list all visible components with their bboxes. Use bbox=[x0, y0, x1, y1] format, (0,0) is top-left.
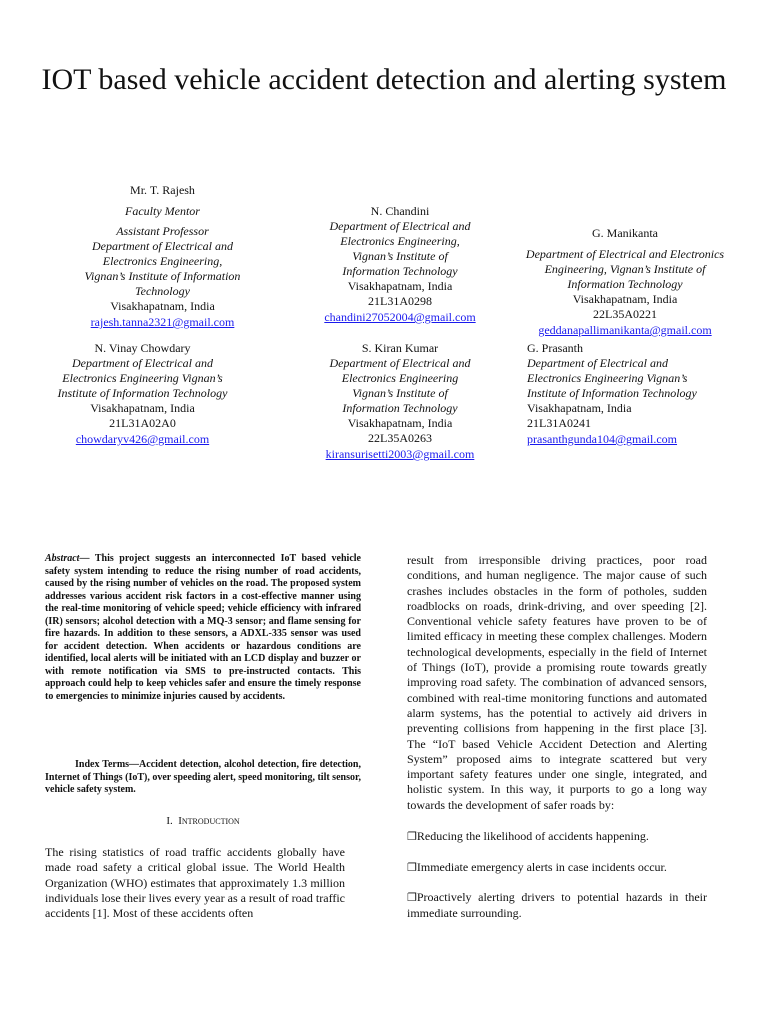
bullet-item bbox=[407, 860, 707, 876]
section-heading bbox=[45, 815, 361, 828]
author-block bbox=[45, 341, 240, 447]
paper-title: IOT based vehicle accident detection and alerting system bbox=[41, 63, 727, 96]
author-email[interactable]: geddanapallimanikanta@gmail.com bbox=[538, 323, 712, 337]
section-title: Introduction bbox=[178, 815, 240, 827]
bullet-item bbox=[407, 829, 707, 845]
author-email[interactable]: kiransurisetti2003@gmail.com bbox=[325, 447, 475, 461]
bullet-marker-icon: ❐ bbox=[407, 862, 417, 874]
author-block bbox=[60, 183, 265, 330]
author-location: Visakhapatnam, India bbox=[110, 299, 215, 313]
author-name: N. Chandini bbox=[370, 204, 430, 218]
abstract-label: Abstract bbox=[45, 553, 80, 564]
author-id: 21L31A0298 bbox=[368, 294, 432, 308]
author-department: Department of Electrical and Electronics Engineering Vignan’s Institute of Information Technology bbox=[57, 356, 228, 400]
author-name: Mr. T. Rajesh bbox=[130, 183, 195, 197]
abstract-dash: — bbox=[79, 553, 95, 564]
author-location: Visakhapatnam, India bbox=[527, 401, 632, 415]
author-name: N. Vinay Chowdary bbox=[94, 341, 191, 355]
author-department: Department of Electrical and Electronics Engineering, Vignan’s Institute of Information Technology bbox=[525, 247, 725, 291]
author-email[interactable]: rajesh.tanna2321@gmail.com bbox=[90, 315, 235, 329]
bullet-item bbox=[407, 890, 707, 922]
bullet-text: Immediate emergency alerts in case incidents occur. bbox=[416, 860, 667, 874]
author-name: S. Kiran Kumar bbox=[361, 341, 439, 355]
bullet-marker-icon: ❐ bbox=[407, 892, 417, 904]
author-block bbox=[300, 204, 500, 325]
introduction-paragraph: The rising statistics of road traffic accidents globally have made road safety a critical global issue. The World Health Organization (WHO) estimates that approximately 1.3 million individuals lose their lives every year as a result of road traffic accidents [1]. Most of these accidents often bbox=[45, 845, 346, 921]
author-id: 22L35A0221 bbox=[593, 307, 657, 321]
author-department: Department of Electrical and Electronics Engineering, Vignan’s Institute of Information Technology bbox=[329, 219, 471, 278]
author-position: Assistant Professor bbox=[116, 224, 209, 238]
author-location: Visakhapatnam, India bbox=[90, 401, 195, 415]
author-email[interactable]: chowdaryv426@gmail.com bbox=[75, 432, 210, 446]
bullet-marker-icon: ❐ bbox=[407, 831, 417, 843]
author-block bbox=[315, 341, 485, 462]
author-block bbox=[520, 226, 730, 338]
author-email[interactable]: prasanthgunda104@gmail.com bbox=[527, 432, 678, 446]
abstract-text: This project suggests an interconnected IoT based vehicle safety system intending to reduce the rising number of road accidents, caused by the rising number of vehicles on the road. The proposed system addresses various accident risk factors in a cost-effective manner using the real-time monitoring of vehicle speed; vehicle efficiency with infrared (IR) sensors; alcohol detection with a MQ-3 sensor; and flame sensing for fire hazards. In addition to these sensors, a ADXL-335 sensor was used for accident detection. When accidents or hazardous conditions are identified, local alerts will be initiated with an LCD display and buzzer or with remote notification via SMS to pre-instructed contacts. This approach could help to keep vehicles safer and ensure the timely response to emergencies to minimize injuries caused by accidents. bbox=[45, 553, 361, 702]
abstract bbox=[45, 553, 361, 703]
author-department: Department of Electrical and Electronics Engineering Vignan’s Institute of Information Technology bbox=[527, 356, 697, 400]
right-column-paragraph: result from irresponsible driving practices, poor road conditions, and human negligence. The major cause of such crashes includes obstacles in the form of potholes, sudden roadblocks on roads, drink-driving, and over speeding [2]. Conventional vehicle safety features have proven to be of limited efficacy in meeting these complex challenges. Modern technological developments, especially in the field of Internet of Things (IoT), provide a promising route towards greatly improving road safety. The combination of advanced sensors, combined with real-time monitoring functions and automated alarm systems, has the potential to actively aid drivers in preventing collisions from happening in the first place [3]. The “IoT based Vehicle Accident Detection and Alerting System” proposed aims to integrate scattered but very important safety features under one single, integrated, and holistic system. In this way, it purports to go a long way towards the development of safer roads by: bbox=[407, 553, 707, 812]
author-id: 21L31A0241 bbox=[527, 416, 591, 430]
author-name: G. Prasanth bbox=[527, 341, 583, 355]
author-role: Faculty Mentor bbox=[125, 204, 200, 218]
section-number: I. bbox=[166, 815, 173, 827]
bullet-text: Reducing the likelihood of accidents happening. bbox=[416, 829, 649, 843]
author-location: Visakhapatnam, India bbox=[347, 279, 453, 293]
author-id: 22L35A0263 bbox=[368, 431, 432, 445]
author-location: Visakhapatnam, India bbox=[347, 416, 453, 430]
author-email[interactable]: chandini27052004@gmail.com bbox=[324, 310, 476, 324]
index-terms: Index Terms—Accident detection, alcohol detection, fire detection, Internet of Things (IoT), over speeding alert, speed monitoring, tilt sensor, vehicle safety system. bbox=[45, 759, 361, 795]
author-block bbox=[527, 341, 717, 447]
author-name: G. Manikanta bbox=[592, 226, 658, 240]
author-id: 21L31A02A0 bbox=[109, 416, 176, 430]
author-department: Department of Electrical and Electronics Engineering Vignan’s Institute of Information Technology bbox=[329, 356, 471, 415]
author-location: Visakhapatnam, India bbox=[572, 292, 678, 306]
bullet-text: Proactively alerting drivers to potential hazards in their immediate surrounding. bbox=[407, 890, 707, 921]
author-department: Department of Electrical and Electronics Engineering, Vignan’s Institute of Information Technology bbox=[84, 239, 241, 298]
